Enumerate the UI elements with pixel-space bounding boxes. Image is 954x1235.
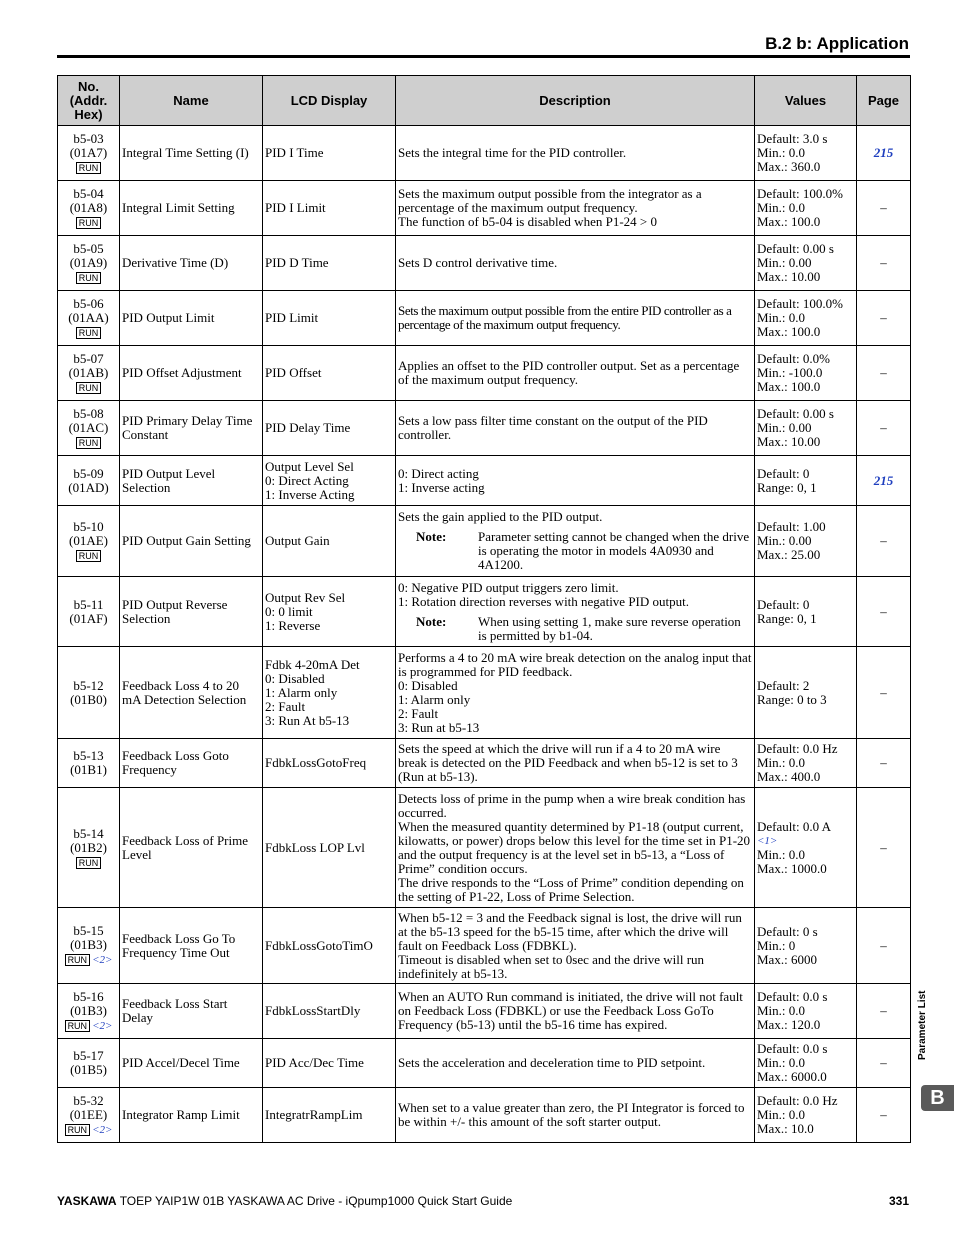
page-cell [857,236,911,291]
description-line: When an AUTO Run command is initiated, the drive will not fault on Feedback Loss (FDBKL) or use the Feedback Loss GoTo Frequency (b5-13) until the b5-16 time has expired. [398,989,743,1032]
values-cell [755,126,857,181]
page-cell [857,456,911,506]
description-line: 1: Rotation direction reverses with negative PID output. [398,593,689,609]
param-number: b5-09 [73,465,104,481]
page-cell [857,788,911,908]
param-address: (01AA) [68,310,109,325]
value-line: Default: 0.0 s [757,989,828,1004]
description-cell [396,456,755,506]
table-row [58,1039,911,1088]
note-block [398,615,752,643]
table-row [58,126,911,181]
description-line: 1: Alarm only [398,691,471,707]
value-line: Min.: 0.00 [757,533,812,548]
description-line: 1: Inverse acting [398,479,485,495]
page-link[interactable]: 215 [873,145,894,160]
table-row [58,181,911,236]
description-line: 2: Fault [398,705,439,721]
description-line: Sets the maximum output possible from the integrator as a percentage of the maximum output frequency. [398,186,702,215]
table-row [58,788,911,908]
param-number: b5-13 [73,748,104,763]
values-cell [755,1088,857,1143]
param-number-cell [58,1039,120,1088]
param-name: PID Offset Adjustment [120,346,263,401]
description-cell [396,1088,755,1143]
values-cell [755,401,857,456]
param-number-cell [58,984,120,1039]
description-cell [396,506,755,577]
description-line: 3: Run at b5-13 [398,719,480,735]
side-tab-letter: B [921,1085,954,1111]
description-line: When b5-12 = 3 and the Feedback signal is lost, the drive will run at the b5-13 speed for the b5-15 time, after which the drive will fault on Feedback Loss (FDBKL). [398,909,742,953]
description-cell [396,181,755,236]
param-number: b5-17 [73,1048,104,1063]
lcd-display-line: 1: Reverse [265,617,321,633]
page-none: – [880,684,887,700]
page-none: – [880,1107,887,1122]
description-line: Sets the maximum output possible from the entire PID controller as a percentage of the maximum output frequency. [398,303,732,332]
value-line: Default: 0 [757,465,810,481]
column-header-name: Name [120,76,263,126]
lcd-display-line: 2: Fault [265,698,306,714]
lcd-display-line: PID Offset [265,365,322,380]
description-line: Detects loss of prime in the pump when a wire break condition has occurred. [398,790,746,820]
param-number-cell [58,647,120,739]
footnote-ref[interactable]: <1> [757,834,778,847]
param-name: PID Accel/Decel Time [120,1039,263,1088]
footnote-ref[interactable]: <2> [92,954,113,966]
page-none: – [880,755,887,770]
description-line: Sets the acceleration and deceleration time to PID setpoint. [398,1055,706,1070]
param-name: Feedback Loss 4 to 20 mA Detection Selection [120,647,263,739]
values-cell [755,456,857,506]
param-address: (01B2) [70,839,107,855]
lcd-display-line: PID D Time [265,255,329,270]
description-line: The function of b5-04 is disabled when P1-24 > 0 [398,214,657,229]
description-line: When set to a value greater than zero, the PI Integrator is forced to be within +/- this amount of the soft starter output. [398,1100,745,1129]
lcd-display-line: FdbkLossGotoFreq [265,755,367,770]
param-address: (01B1) [70,762,107,777]
page-none: – [880,420,887,435]
lcd-display-cell [263,908,396,984]
param-address: (01AD) [68,479,109,495]
description-line: 0: Negative PID output triggers zero limit. [398,579,619,595]
value-line: Min.: 0.0 [757,755,806,770]
lcd-display-line: 0: Disabled [265,670,325,686]
param-number: b5-06 [73,296,104,311]
column-header-lcd: LCD Display [263,76,396,126]
param-name: Feedback Loss Go To Frequency Time Out [120,908,263,984]
run-badge: RUN [76,327,102,339]
description-line: 0: Disabled [398,677,458,693]
value-line: Default: 0.0 A [757,818,832,834]
value-line: Default: 3.0 s [757,131,828,146]
description-line: Sets the integral time for the PID controller. [398,145,627,160]
param-number: b5-04 [73,186,104,201]
value-line: Default: 0.00 s [757,241,834,256]
run-badge: RUN [76,272,102,284]
value-line: Max.: 10.0 [757,1121,814,1136]
param-number-cell [58,236,120,291]
table-row [58,577,911,647]
lcd-display-line: FdbkLossStartDly [265,1003,361,1018]
lcd-display-line: PID Limit [265,310,319,325]
param-address: (01A7) [69,145,108,160]
table-row [58,291,911,346]
param-name: Feedback Loss of Prime Level [120,788,263,908]
lcd-display-line: Output Rev Sel [265,589,346,605]
page-cell [857,577,911,647]
param-address: (01AE) [69,533,108,548]
value-line: Max.: 360.0 [757,159,821,174]
value-line: Default: 1.00 [757,519,826,534]
value-line: Min.: 0 [757,937,796,953]
description-line: Timeout is disabled when set to 0sec and the drive will run indefinitely at b5-13. [398,951,705,981]
values-cell [755,908,857,984]
param-number: b5-10 [73,519,104,534]
lcd-display-cell [263,291,396,346]
page-none: – [880,365,887,380]
column-header-values: Values [755,76,857,126]
description-cell [396,908,755,984]
param-number: b5-07 [73,351,104,366]
value-line: Min.: 0.0 [757,145,806,160]
value-line: Max.: 10.00 [757,434,821,449]
description-line: Sets the speed at which the drive will run if a 4 to 20 mA wire break is detected on the PID Feedback and when b5-12 is set to 3 (Run at b5-13). [398,741,738,784]
values-cell [755,236,857,291]
note-block [398,530,752,572]
description-cell [396,291,755,346]
param-address: (01B3) [70,937,107,952]
value-line: Range: 0, 1 [757,479,817,495]
value-line: Default: 100.0% [757,186,843,201]
param-name: Integral Time Setting (I) [120,126,263,181]
param-address: (01B3) [70,1002,107,1018]
value-line: Default: 0 s [757,923,818,939]
param-number-cell [58,291,120,346]
table-row [58,401,911,456]
param-number: b5-05 [73,241,104,256]
footer-doc-title [57,1194,512,1208]
value-line: Max.: 120.0 [757,1017,821,1032]
run-badge: RUN [76,382,102,394]
param-address: (01AC) [68,420,109,435]
page-cell [857,739,911,788]
param-number-cell [58,126,120,181]
column-header-description: Description [396,76,755,126]
lcd-display-cell [263,788,396,908]
param-number: b5-12 [73,677,104,693]
page-none: – [880,1055,887,1070]
lcd-display-cell [263,1039,396,1088]
param-name: PID Output Gain Setting [120,506,263,577]
description-line: Sets D control derivative time. [398,255,558,270]
value-line: Min.: 0.0 [757,846,806,862]
param-number-cell [58,739,120,788]
param-number: b5-11 [73,596,104,612]
value-line: Min.: 0.00 [757,255,812,270]
page-none: – [880,255,887,270]
param-address: (01AF) [69,610,108,626]
param-address: (01B5) [70,1062,107,1077]
parameter-table [57,75,911,1143]
param-address: (01AB) [68,365,109,380]
page-cell [857,1088,911,1143]
param-number: b5-16 [73,988,104,1004]
param-address: (01A8) [69,200,108,215]
value-line: Default: 0.0 Hz [757,741,838,756]
lcd-display-line: 0: Direct Acting [265,472,349,488]
page-cell [857,291,911,346]
table-row [58,346,911,401]
run-badge: RUN [76,217,102,229]
value-line: Max.: 100.0 [757,214,821,229]
run-badge: RUN [76,550,102,562]
lcd-display-line: Output Level Sel [265,458,354,474]
lcd-display-line: FdbkLossGotoTimO [265,937,373,953]
lcd-display-cell [263,739,396,788]
value-line: Default: 0.0% [757,351,830,366]
value-line: Max.: 100.0 [757,324,821,339]
table-row [58,1088,911,1143]
run-badge: RUN [65,1124,91,1136]
param-number-cell [58,181,120,236]
table-header-row [58,76,911,126]
lcd-display-line: 1: Alarm only [265,684,338,700]
lcd-display-cell [263,126,396,181]
value-line: Range: 0, 1 [757,610,817,626]
page-none: – [880,1003,887,1018]
param-number-cell [58,401,120,456]
param-address: (01A9) [69,255,108,270]
param-number-cell [58,506,120,577]
column-header-page: Page [857,76,911,126]
page-cell [857,1039,911,1088]
value-line: Max.: 1000.0 [757,860,827,876]
values-cell [755,291,857,346]
values-cell [755,506,857,577]
description-line: Performs a 4 to 20 mA wire break detection on the analog input that is programmed for PID feedback. [398,649,752,679]
param-name: Feedback Loss Goto Frequency [120,739,263,788]
description-cell [396,647,755,739]
run-badge: RUN [76,857,102,869]
param-address: (01EE) [69,1106,108,1122]
page-none: – [880,310,887,325]
note-text: Parameter setting cannot be changed when the drive is operating the motor in models 4A0930 and 4A1200. [478,529,750,572]
param-number-cell [58,1088,120,1143]
page-none: – [880,603,887,619]
value-line: Default: 0.0 Hz [757,1093,838,1108]
param-name: Integral Limit Setting [120,181,263,236]
description-line: The drive responds to the “Loss of Prime” condition depending on the setting of P1-22, Loss of Prime Selection. [398,874,744,904]
description-cell [396,984,755,1039]
value-line: Default: 0.0 s [757,1041,828,1056]
note-label: Note: [416,613,447,629]
value-line: Max.: 400.0 [757,769,821,784]
description-cell [396,577,755,647]
description-cell [396,739,755,788]
table-row [58,456,911,506]
note-label: Note: [416,529,447,544]
lcd-display-line: IntegratrRampLim [265,1107,363,1122]
note-text: When using setting 1, make sure reverse operation is permitted by b1-04. [478,613,741,643]
value-line: Min.: 0.0 [757,1107,806,1122]
page-cell [857,401,911,456]
page-cell [857,984,911,1039]
description-cell [396,401,755,456]
lcd-display-cell [263,181,396,236]
param-number: b5-08 [73,406,104,421]
page-link[interactable]: 215 [873,472,894,488]
description-cell [396,788,755,908]
value-line: Max.: 100.0 [757,379,821,394]
value-line: Max.: 6000 [757,951,817,967]
description-line: 0: Direct acting [398,465,479,481]
param-name: PID Output Limit [120,291,263,346]
value-line: Min.: 0.0 [757,310,806,325]
value-line: Min.: 0.00 [757,420,812,435]
lcd-display-line: PID I Limit [265,200,326,215]
param-name: Derivative Time (D) [120,236,263,291]
lcd-display-cell [263,346,396,401]
table-row [58,984,911,1039]
description-line: Applies an offset to the PID controller output. Set as a percentage of the maximum output frequency. [398,358,740,387]
lcd-display-line: FdbkLoss LOP Lvl [265,839,365,855]
value-line: Min.: 0.0 [757,1055,806,1070]
side-tab-label: Parameter List [917,990,928,1060]
lcd-display-cell [263,506,396,577]
value-line: Min.: 0.0 [757,1003,806,1018]
param-number: b5-14 [73,825,104,841]
values-cell [755,647,857,739]
run-badge: RUN [65,954,91,966]
description-cell [396,346,755,401]
table-row [58,739,911,788]
footer-doc: TOEP YAIP1W 01B YASKAWA AC Drive - iQpump1000 Quick Start Guide [116,1194,513,1208]
value-line: Default: 0 [757,596,810,612]
table-row [58,236,911,291]
lcd-display-line: 1: Inverse Acting [265,486,355,502]
lcd-display-line: PID Delay Time [265,420,351,435]
value-line: Min.: 0.0 [757,200,806,215]
values-cell [755,181,857,236]
values-cell [755,739,857,788]
column-header-no: No. (Addr. Hex) [58,76,120,126]
run-badge: RUN [76,162,102,174]
param-number-cell [58,908,120,984]
page-cell [857,346,911,401]
page-cell [857,506,911,577]
header-rule [57,55,910,58]
footnote-ref[interactable]: <2> [92,1019,113,1032]
page-cell [857,126,911,181]
lcd-display-cell [263,456,396,506]
page-none: – [880,937,887,953]
lcd-display-cell [263,401,396,456]
page-none: – [880,533,887,548]
values-cell [755,984,857,1039]
param-name: PID Output Level Selection [120,456,263,506]
lcd-display-line: PID I Time [265,145,324,160]
lcd-display-line: Output Gain [265,533,330,548]
lcd-display-cell [263,1088,396,1143]
section-title: B.2 b: Application [765,34,909,53]
description-cell [396,1039,755,1088]
values-cell [755,577,857,647]
param-number: b5-15 [73,923,104,938]
description-cell [396,236,755,291]
values-cell [755,346,857,401]
description-line: When the measured quantity determined by P1-18 (output current, kilowatts, or power) drops below this level for the time set in P1-20 and the output frequency is at the level set in b5-13, a “Loss of Prime” condition occurs. [398,818,751,876]
param-number-cell [58,788,120,908]
description-line: Sets the gain applied to the PID output. [398,509,603,524]
table-row [58,506,911,577]
footer-brand: YASKAWA [57,1194,117,1208]
page-none: – [880,839,887,855]
lcd-display-line: Fdbk 4-20mA Det [265,656,360,672]
page-cell [857,181,911,236]
lcd-display-line: 3: Run At b5-13 [265,712,350,728]
description-line: Sets a low pass filter time constant on the output of the PID controller. [398,413,708,442]
lcd-display-line: 0: 0 limit [265,603,313,619]
lcd-display-cell [263,647,396,739]
param-number: b5-32 [73,1092,104,1108]
value-line: Default: 0.00 s [757,406,834,421]
page-cell [857,647,911,739]
value-line: Default: 2 [757,677,810,693]
param-name: Integrator Ramp Limit [120,1088,263,1143]
value-line: Max.: 6000.0 [757,1069,827,1084]
values-cell [755,1039,857,1088]
value-line: Default: 100.0% [757,296,843,311]
value-line: Max.: 25.00 [757,547,821,562]
table-row [58,908,911,984]
lcd-display-line: PID Acc/Dec Time [265,1055,364,1070]
page-cell [857,908,911,984]
run-badge: RUN [65,1020,91,1032]
footer-page-number: 331 [888,1194,909,1208]
lcd-display-cell [263,577,396,647]
lcd-display-cell [263,236,396,291]
param-address: (01B0) [70,691,107,707]
footnote-ref[interactable]: <2> [92,1123,113,1136]
table-row [58,647,911,739]
param-name: Feedback Loss Start Delay [120,984,263,1039]
run-badge: RUN [76,437,102,449]
lcd-display-cell [263,984,396,1039]
value-line: Min.: -100.0 [757,365,823,380]
values-cell [755,788,857,908]
value-line: Range: 0 to 3 [757,691,827,707]
param-number-cell [58,346,120,401]
param-name: PID Primary Delay Time Constant [120,401,263,456]
description-cell [396,126,755,181]
param-number-cell [58,577,120,647]
page-none: – [880,200,887,215]
param-name: PID Output Reverse Selection [120,577,263,647]
param-number-cell [58,456,120,506]
value-line: Max.: 10.00 [757,269,821,284]
param-number: b5-03 [73,131,104,146]
